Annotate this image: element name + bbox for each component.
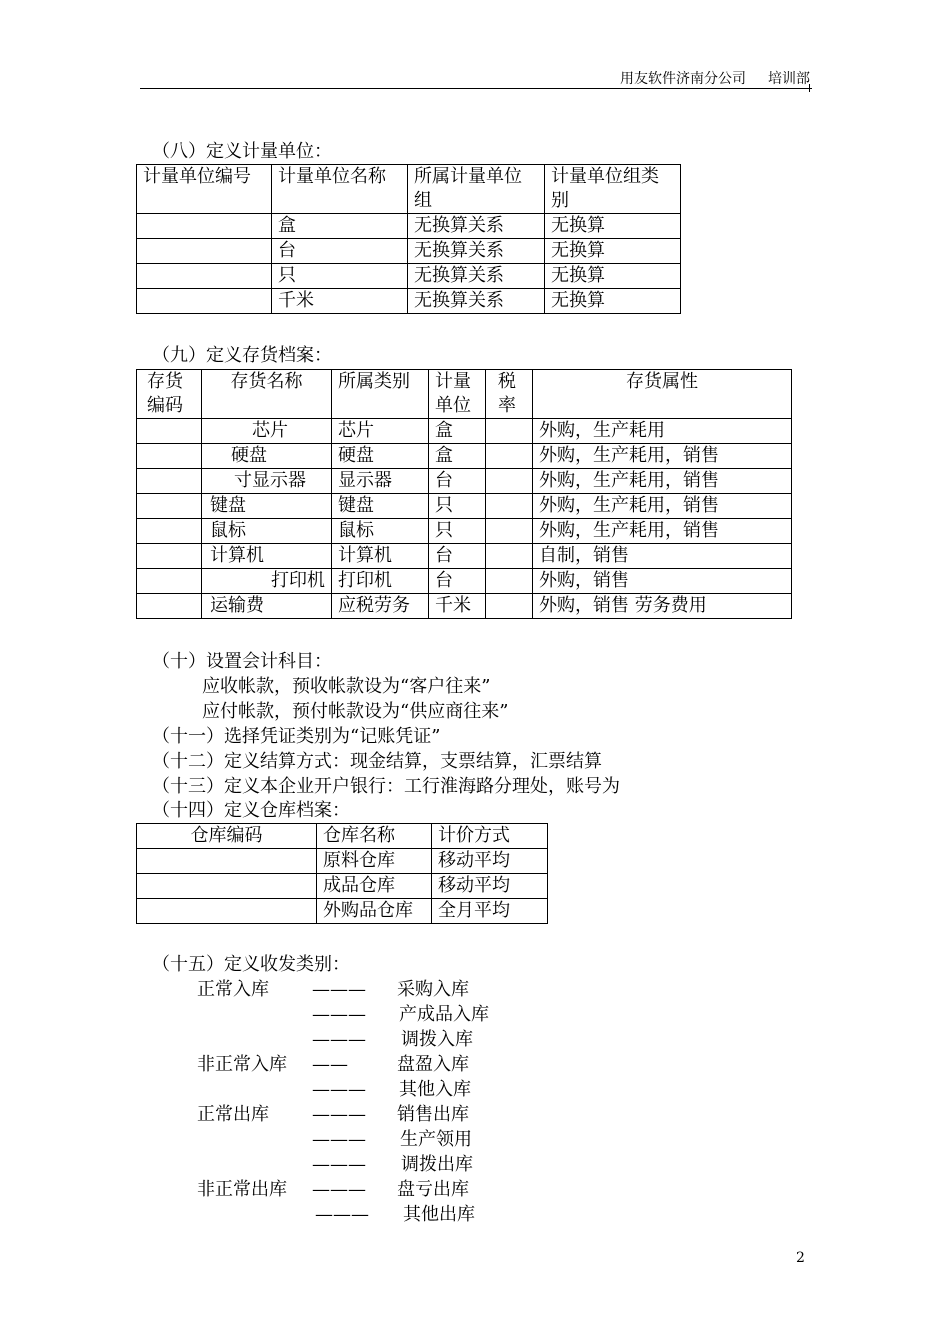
table-row <box>137 469 792 494</box>
table-cell: 芯片 <box>202 419 332 444</box>
table-cell <box>137 469 202 494</box>
table-cell: 自制，销售 <box>533 544 792 569</box>
table-cell <box>486 544 533 569</box>
table-cell <box>486 444 533 469</box>
category-name: 产成品入库 <box>399 1004 489 1025</box>
table-cell: 无换算关系 <box>408 214 545 239</box>
table-row <box>137 419 792 444</box>
table-row <box>137 519 792 544</box>
table-row <box>137 289 681 314</box>
warehouse-table-header <box>137 824 548 849</box>
table-cell: 外购，生产耗用 <box>533 419 792 444</box>
table-cell <box>486 519 533 544</box>
table-cell: 硬盘 <box>332 444 429 469</box>
category-group: 正常出库 <box>197 1104 269 1125</box>
table-row <box>137 594 792 619</box>
table-cell: 只 <box>272 264 408 289</box>
category-dash: ——— <box>312 1004 366 1025</box>
table-cell: 无换算 <box>545 239 681 264</box>
section-15-title: （十五）定义收发类别： <box>152 954 350 975</box>
category-dash: —— <box>312 1054 348 1075</box>
header-cell: 所属类别 <box>332 370 429 419</box>
table-cell <box>486 594 533 619</box>
category-group: 非正常出库 <box>197 1179 287 1200</box>
table-cell <box>137 444 202 469</box>
inventory-table-header <box>137 370 792 419</box>
category-dash: ——— <box>312 1079 366 1100</box>
category-name: 调拨入库 <box>401 1029 473 1050</box>
table-cell: 无换算 <box>545 289 681 314</box>
header-cell: 仓库编码 <box>137 824 317 849</box>
header-rule-tick <box>809 84 810 92</box>
table-cell: 外购，销售 <box>533 569 792 594</box>
warehouse-table <box>136 823 548 924</box>
table-cell: 只 <box>429 494 486 519</box>
category-dash: ——— <box>312 1129 366 1150</box>
header-cell: 存货编码 <box>137 370 202 419</box>
section-11: （十一）选择凭证类别为“记账凭证” <box>152 726 441 747</box>
category-dash: ——— <box>312 1179 366 1200</box>
section-10-title: （十）设置会计科目： <box>152 651 332 672</box>
table-cell: 计算机 <box>332 544 429 569</box>
category-dash: ——— <box>312 979 366 1000</box>
header-cell: 存货属性 <box>533 370 792 419</box>
header-company: 用友软件济南分公司 <box>620 71 746 87</box>
section-9-title: （九）定义存货档案： <box>152 345 332 366</box>
header-cell: 存货名称 <box>202 370 332 419</box>
table-cell: 无换算 <box>545 214 681 239</box>
category-name: 销售出库 <box>397 1104 469 1125</box>
table-cell: 应税劳务 <box>332 594 429 619</box>
section-12: （十二）定义结算方式：现金结算，支票结算，汇票结算 <box>152 751 602 772</box>
header-cell: 税率 <box>486 370 533 419</box>
table-cell: 移动平均 <box>432 874 548 899</box>
table-cell <box>137 899 317 924</box>
table-cell: 计算机 <box>202 544 332 569</box>
table-row <box>137 544 792 569</box>
page-header <box>140 70 810 88</box>
category-name: 其他出库 <box>403 1204 475 1225</box>
category-dash: ——— <box>312 1104 366 1125</box>
section-10-line-1: 应收帐款，预收帐款设为“客户往来” <box>202 676 491 697</box>
table-cell: 打印机 <box>202 569 332 594</box>
table-cell: 原料仓库 <box>317 849 432 874</box>
table-cell <box>137 289 272 314</box>
table-cell: 打印机 <box>332 569 429 594</box>
category-dash: ——— <box>315 1204 369 1225</box>
category-name: 生产领用 <box>400 1129 472 1150</box>
category-dash: ——— <box>312 1154 366 1175</box>
table-cell: 无换算关系 <box>408 239 545 264</box>
header-rule <box>140 88 812 89</box>
table-cell: 鼠标 <box>332 519 429 544</box>
table-row <box>137 214 681 239</box>
table-row <box>137 569 792 594</box>
table-cell: 寸显示器 <box>202 469 332 494</box>
table-cell: 键盘 <box>332 494 429 519</box>
table-cell: 盒 <box>429 444 486 469</box>
table-cell: 千米 <box>429 594 486 619</box>
header-cell: 所属计量单位组 <box>408 165 545 214</box>
header-cell: 计价方式 <box>432 824 548 849</box>
unit-table <box>136 164 681 314</box>
table-cell <box>137 494 202 519</box>
header-dept: 培训部 <box>768 71 810 87</box>
table-cell <box>137 544 202 569</box>
table-cell <box>486 569 533 594</box>
table-cell: 成品仓库 <box>317 874 432 899</box>
table-cell: 外购，生产耗用，销售 <box>533 519 792 544</box>
table-cell <box>137 594 202 619</box>
table-cell <box>137 874 317 899</box>
table-cell <box>137 264 272 289</box>
table-cell: 外购，生产耗用，销售 <box>533 494 792 519</box>
table-cell: 外购，销售 劳务费用 <box>533 594 792 619</box>
table-cell: 只 <box>429 519 486 544</box>
table-cell <box>137 849 317 874</box>
table-cell: 台 <box>272 239 408 264</box>
inventory-table <box>136 369 792 619</box>
header-cell: 计量单位组类别 <box>545 165 681 214</box>
table-cell: 千米 <box>272 289 408 314</box>
table-cell <box>486 469 533 494</box>
category-name: 采购入库 <box>397 979 469 1000</box>
table-cell: 外购，生产耗用，销售 <box>533 469 792 494</box>
table-cell: 键盘 <box>202 494 332 519</box>
page-number: 2 <box>796 1250 805 1266</box>
table-cell: 鼠标 <box>202 519 332 544</box>
table-cell: 台 <box>429 544 486 569</box>
table-cell: 外购，生产耗用，销售 <box>533 444 792 469</box>
category-name: 其他入库 <box>399 1079 471 1100</box>
table-cell: 盒 <box>272 214 408 239</box>
header-cell: 计量单位 <box>429 370 486 419</box>
table-row <box>137 239 681 264</box>
table-cell: 台 <box>429 569 486 594</box>
table-cell: 移动平均 <box>432 849 548 874</box>
table-cell: 全月平均 <box>432 899 548 924</box>
table-cell: 硬盘 <box>202 444 332 469</box>
table-cell <box>137 214 272 239</box>
table-cell: 盒 <box>429 419 486 444</box>
table-row <box>137 899 548 924</box>
table-row <box>137 849 548 874</box>
table-cell <box>137 239 272 264</box>
table-cell: 外购品仓库 <box>317 899 432 924</box>
table-cell: 芯片 <box>332 419 429 444</box>
table-cell <box>137 519 202 544</box>
table-cell <box>486 419 533 444</box>
table-cell <box>137 419 202 444</box>
table-row <box>137 874 548 899</box>
table-row <box>137 494 792 519</box>
table-row <box>137 444 792 469</box>
table-cell <box>486 494 533 519</box>
header-cell: 仓库名称 <box>317 824 432 849</box>
header-cell: 计量单位编号 <box>137 165 272 214</box>
table-cell: 无换算关系 <box>408 264 545 289</box>
table-cell: 运输费 <box>202 594 332 619</box>
category-group: 正常入库 <box>197 979 269 1000</box>
section-8-title: （八）定义计量单位： <box>152 141 332 162</box>
category-name: 盘盈入库 <box>397 1054 469 1075</box>
section-13: （十三）定义本企业开户银行：工行淮海路分理处，账号为 <box>152 776 620 797</box>
table-cell <box>137 569 202 594</box>
section-10-line-2: 应付帐款，预付帐款设为“供应商往来” <box>202 701 509 722</box>
category-name: 盘亏出库 <box>397 1179 469 1200</box>
table-cell: 台 <box>429 469 486 494</box>
table-row <box>137 264 681 289</box>
table-cell: 显示器 <box>332 469 429 494</box>
category-dash: ——— <box>312 1029 366 1050</box>
section-14-title: （十四）定义仓库档案： <box>152 800 350 821</box>
header-cell: 计量单位名称 <box>272 165 408 214</box>
unit-table-header <box>137 165 681 214</box>
category-name: 调拨出库 <box>401 1154 473 1175</box>
table-cell: 无换算关系 <box>408 289 545 314</box>
table-cell: 无换算 <box>545 264 681 289</box>
category-group: 非正常入库 <box>197 1054 287 1075</box>
